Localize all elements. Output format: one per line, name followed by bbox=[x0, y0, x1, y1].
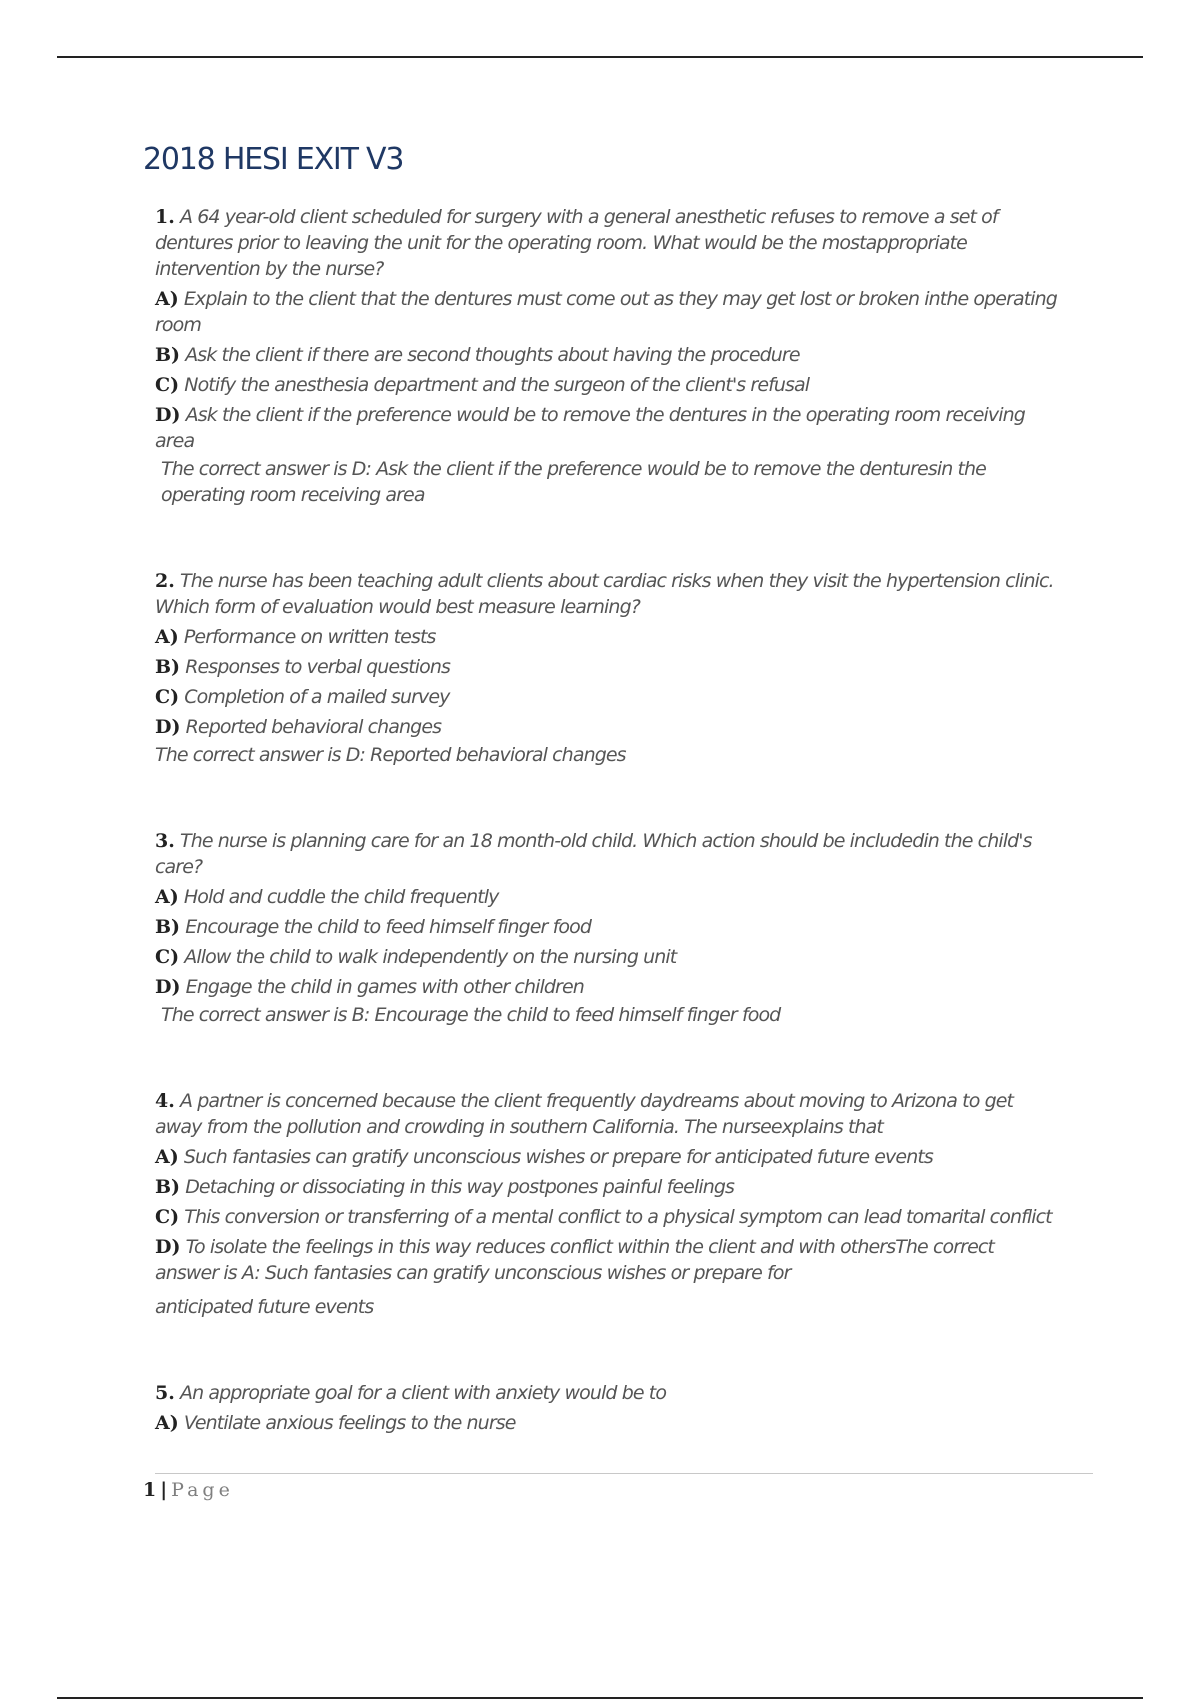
question-stem: The nurse is planning care for an 18 month-old child. Which action should be includedin the child's care? bbox=[155, 830, 1032, 878]
correct-answer: The correct answer is D: Ask the client if the preference would be to remove the denturesin the operating room receiving area bbox=[161, 458, 986, 506]
option-d: D) Reported behavioral changes bbox=[155, 716, 442, 738]
question-stem: The nurse has been teaching adult clients about cardiac risks when they visit the hypertension clinic. Which form of evaluation would best measure learning? bbox=[155, 570, 1054, 618]
question-3 bbox=[155, 828, 1060, 1028]
question-2 bbox=[155, 568, 1060, 768]
page-number: 1 bbox=[143, 1479, 157, 1501]
footer-rule bbox=[155, 1473, 1093, 1474]
option-c: C) Allow the child to walk independently on the nursing unit bbox=[155, 946, 677, 968]
question-number: 3. bbox=[155, 830, 175, 852]
option-b: B) Ask the client if there are second thoughts about having the procedure bbox=[155, 344, 800, 366]
option-c: C) Notify the anesthesia department and the surgeon of the client's refusal bbox=[155, 374, 810, 396]
question-number: 2. bbox=[155, 570, 175, 592]
option-c: C) This conversion or transferring of a mental conflict to a physical symptom can lead tomarital conflict bbox=[155, 1206, 1052, 1228]
question-5 bbox=[155, 1380, 1060, 1436]
option-b: B) Detaching or dissociating in this way postpones painful feelings bbox=[155, 1176, 735, 1198]
correct-answer: The correct answer is D: Reported behavioral changes bbox=[155, 744, 626, 766]
question-stem: A partner is concerned because the client frequently daydreams about moving to Arizona to get away from the pollution and crowding in southern California. The nurseexplains that bbox=[155, 1090, 1014, 1138]
option-b: B) Encourage the child to feed himself finger food bbox=[155, 916, 591, 938]
question-number: 1. bbox=[155, 206, 175, 228]
option-a: A) Performance on written tests bbox=[155, 626, 436, 648]
document-title: 2018 HESI EXIT V3 bbox=[143, 142, 404, 177]
option-c: C) Completion of a mailed survey bbox=[155, 686, 450, 708]
correct-answer-continued: anticipated future events bbox=[155, 1296, 374, 1318]
correct-answer: The correct answer is B: Encourage the child to feed himself finger food bbox=[161, 1004, 781, 1026]
option-d: D) To isolate the feelings in this way reduces conflict within the client and with othersThe correct answer is A: Such fantasies can gratify unconscious wishes or prepare for bbox=[155, 1236, 994, 1284]
question-number: 4. bbox=[155, 1090, 175, 1112]
question-4 bbox=[155, 1088, 1060, 1320]
option-b: B) Responses to verbal questions bbox=[155, 656, 451, 678]
bottom-rule bbox=[57, 1697, 1143, 1699]
option-a: A) Such fantasies can gratify unconscious wishes or prepare for anticipated future events bbox=[155, 1146, 933, 1168]
question-stem: An appropriate goal for a client with anxiety would be to bbox=[179, 1382, 667, 1404]
option-a: A) Ventilate anxious feelings to the nurse bbox=[155, 1412, 516, 1434]
option-a: A) Hold and cuddle the child frequently bbox=[155, 886, 499, 908]
footer-separator: | bbox=[160, 1479, 168, 1501]
document-body bbox=[155, 204, 1060, 1496]
option-a: A) Explain to the client that the dentures must come out as they may get lost or broken inthe operating room bbox=[155, 288, 1057, 336]
option-d: D) Ask the client if the preference would be to remove the dentures in the operating room receiving area bbox=[155, 404, 1025, 452]
page-label: Page bbox=[171, 1479, 234, 1501]
question-stem: A 64 year-old client scheduled for surgery with a general anesthetic refuses to remove a set of dentures prior to leaving the unit for the operating room. What would be the mostappropriate intervention by the nurse? bbox=[155, 206, 998, 280]
option-d: D) Engage the child in games with other children bbox=[155, 976, 584, 998]
question-number: 5. bbox=[155, 1382, 175, 1404]
question-1 bbox=[155, 204, 1060, 508]
page-footer bbox=[143, 1479, 234, 1501]
header-rule bbox=[57, 56, 1143, 58]
